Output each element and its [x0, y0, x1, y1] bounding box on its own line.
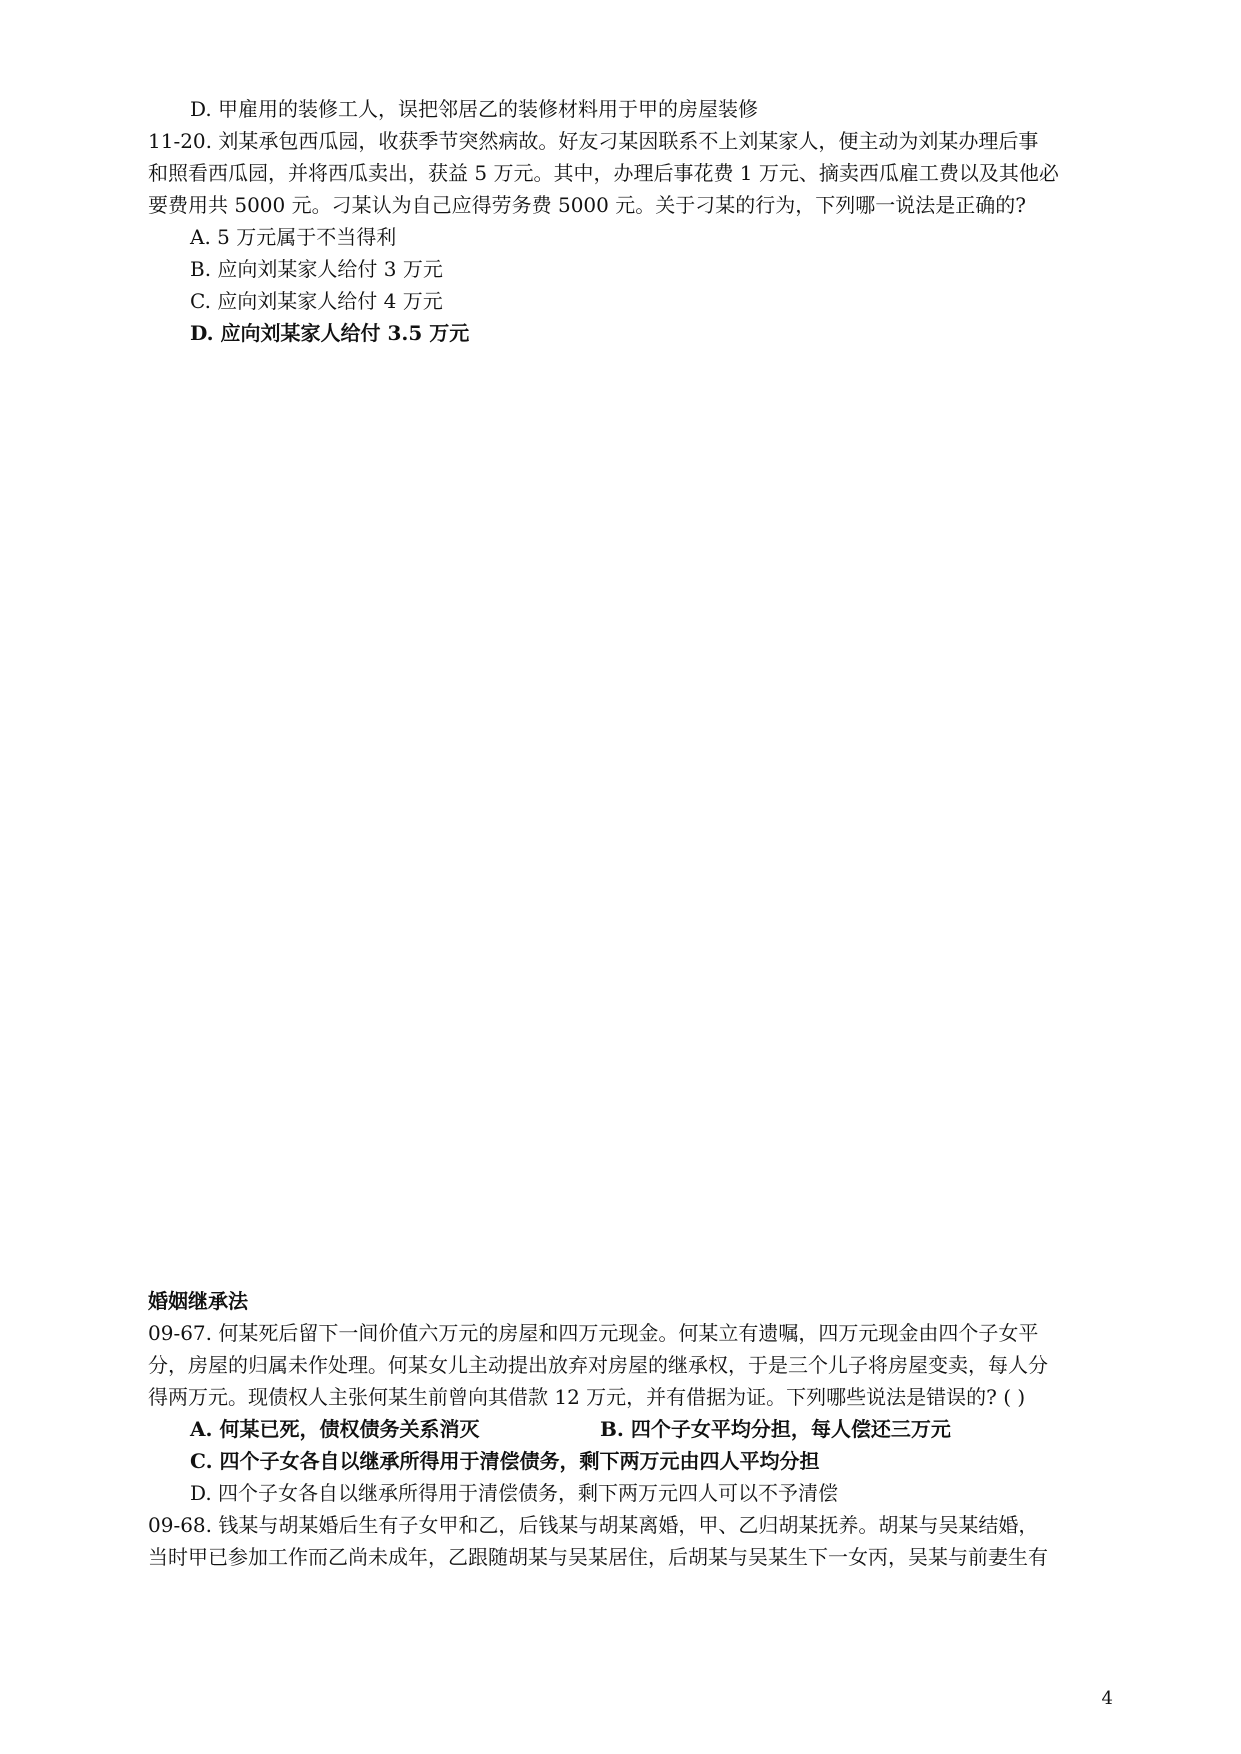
question-09-67-line-3: 得两万元。现债权人主张何某生前曾向其借款 12 万元，并有借据为证。下列哪些说法是错误的? ( ): [148, 1385, 1026, 1409]
option-c: C. 四个子女各自以继承所得用于清偿债务，剩下两万元由四人平均分担: [190, 1449, 820, 1473]
option-b: B. 四个子女平均分担，每人偿还三万元: [600, 1417, 951, 1441]
question-09-67-line-1: 09-67. 何某死后留下一间价值六万元的房屋和四万元现金。何某立有遗嘱，四万元现金由四个子女平: [148, 1321, 1039, 1345]
question-11-20-line-3: 要费用共 5000 元。刁某认为自己应得劳务费 5000 元。关于刁某的行为，下列哪一说法是正确的?: [148, 193, 1026, 217]
option-d-answer: D. 应向刘某家人给付 3.5 万元: [190, 321, 470, 345]
option-b: B. 应向刘某家人给付 3 万元: [190, 257, 443, 281]
prev-option-d: D. 甲雇用的装修工人，误把邻居乙的装修材料用于甲的房屋装修: [190, 97, 759, 121]
option-d: D. 四个子女各自以继承所得用于清偿债务，剩下两万元四人可以不予清偿: [190, 1481, 839, 1505]
bottom-section: [148, 1285, 1120, 1573]
question-11-20-line-2: 和照看西瓜园，并将西瓜卖出，获益 5 万元。其中，办理后事花费 1 万元、摘卖西瓜雇工费以及其他必: [148, 161, 1059, 185]
section-heading: 婚姻继承法: [148, 1289, 248, 1313]
question-09-68-line-1: 09-68. 钱某与胡某婚后生有子女甲和乙，后钱某与胡某离婚，甲、乙归胡某抚养。胡某与吴某结婚，: [148, 1513, 1039, 1537]
options-a-b-row: [148, 1413, 1120, 1445]
page-number: 4: [1101, 1688, 1113, 1709]
option-c: C. 应向刘某家人给付 4 万元: [190, 289, 443, 313]
top-section: [148, 93, 1120, 349]
option-a: A. 5 万元属于不当得利: [190, 225, 397, 249]
question-09-68-line-2: 当时甲已参加工作而乙尚未成年，乙跟随胡某与吴某居住，后胡某与吴某生下一女丙，吴某与前妻生有: [148, 1545, 1048, 1569]
option-a: A. 何某已死，债权债务关系消灭: [190, 1417, 480, 1441]
question-09-67-line-2: 分，房屋的归属未作处理。何某女儿主动提出放弃对房屋的继承权，于是三个儿子将房屋变卖，每人分: [148, 1353, 1048, 1377]
question-11-20-line-1: 11-20. 刘某承包西瓜园，收获季节突然病故。好友刁某因联系不上刘某家人，便主动为刘某办理后事: [148, 129, 1039, 153]
